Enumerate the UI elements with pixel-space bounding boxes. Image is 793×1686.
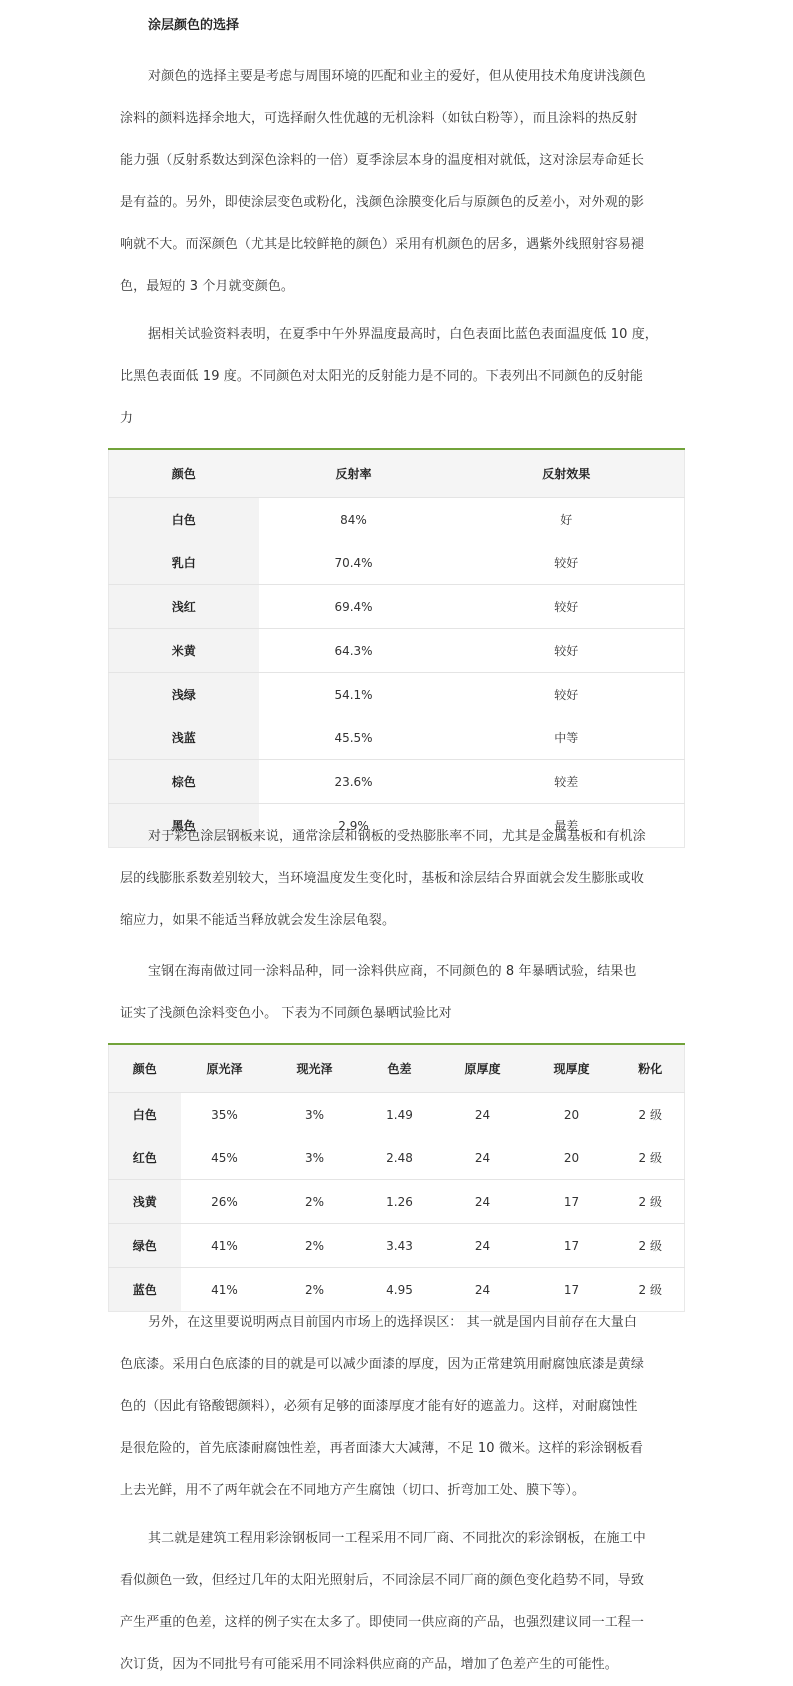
table-row <box>109 498 685 542</box>
column-header: 现厚度 <box>527 1044 617 1093</box>
table-cell: 3% <box>304 1107 325 1122</box>
table-cell: 2.9% <box>259 804 449 848</box>
column-header: 原厚度 <box>439 1044 527 1093</box>
column-header: 反射率 <box>259 449 449 498</box>
text-line: 次订货，因为不同批号有可能采用不同涂料供应商的产品，增加了色差产生的可能性。 <box>120 1657 618 1672</box>
table-cell: 黑色 <box>109 804 259 848</box>
table-cell: 4.95 <box>361 1268 439 1312</box>
text-line: 响就不大。而深颜色（尤其是比较鲜艳的颜色）采用有机颜色的居多，遇紫外线照射容易褪 <box>120 237 645 252</box>
table-cell: 24 <box>474 1150 491 1165</box>
table-cell: 24 <box>439 1224 527 1268</box>
paragraph-color-selection <box>120 56 685 308</box>
text-line: 另外，在这里要说明两点目前国内市场上的选择误区： 其一就是国内目前存在大量白 <box>148 1315 637 1330</box>
table-cell: 2 级 <box>638 1108 662 1122</box>
table-cell: 24 <box>439 1180 527 1224</box>
text-line: 据相关试验资料表明，在夏季中午外界温度最高时，白色表面比蓝色表面温度低 10 度， <box>148 327 658 342</box>
table-cell: 蓝色 <box>109 1268 181 1312</box>
table-cell: 乳白 <box>109 541 259 585</box>
paragraph-baosteel-test <box>120 951 685 1035</box>
table-cell: 41% <box>181 1268 269 1312</box>
table-row <box>109 585 685 629</box>
table-cell: 41% <box>181 1224 269 1268</box>
table-cell: 20 <box>563 1150 580 1165</box>
table-row <box>109 673 685 717</box>
table-header-row <box>109 1044 685 1093</box>
text-line: 上去光鲜，用不了两年就会在不同地方产生腐蚀（切口、折弯加工处、膜下等）。 <box>120 1483 586 1498</box>
table-cell: 2 级 <box>617 1224 685 1268</box>
table-cell: 1.49 <box>386 1107 413 1122</box>
table-cell: 45.5% <box>334 730 373 745</box>
text-line: 能力强（反射系数达到深色涂料的一倍）夏季涂层本身的温度相对就低，这对涂层寿命延长 <box>120 153 645 168</box>
table-cell: 2% <box>269 1268 361 1312</box>
table-cell: 较好 <box>449 585 685 629</box>
table-cell: 棕色 <box>109 760 259 804</box>
table-cell: 84% <box>340 512 367 527</box>
table-cell: 好 <box>560 513 573 527</box>
table-cell: 2 级 <box>617 1180 685 1224</box>
table-cell: 较好 <box>554 556 579 570</box>
table-row <box>109 1224 685 1268</box>
table-cell: 69.4% <box>259 585 449 629</box>
table-cell: 23.6% <box>259 760 449 804</box>
table-row <box>109 629 685 673</box>
text-line: 对于彩色涂层钢板来说，通常涂层和钢板的受热膨胀率不同，尤其是金属基板和有机涂 <box>148 829 646 844</box>
table-cell: 绿色 <box>109 1224 181 1268</box>
table-cell: 2.48 <box>386 1150 413 1165</box>
text-line: 是很危险的，首先底漆耐腐蚀性差，再者面漆大大减薄，不足 10 微米。这样的彩涂钢板看 <box>120 1441 644 1456</box>
text-line: 色底漆。采用白色底漆的目的就是可以减少面漆的厚度，因为正常建筑用耐腐蚀底漆是黄绿 <box>120 1357 645 1372</box>
table-cell: 17 <box>527 1268 617 1312</box>
column-header: 现光泽 <box>269 1044 361 1093</box>
table-cell: 26% <box>181 1180 269 1224</box>
table-cell: 1.26 <box>361 1180 439 1224</box>
text-line: 其二就是建筑工程用彩涂钢板同一工程采用不同厂商、不同批次的彩涂钢板，在施工中 <box>148 1531 646 1546</box>
text-line: 层的线膨胀系数差别较大，当环境温度发生变化时，基板和涂层结合界面就会发生膨胀或收 <box>120 871 645 886</box>
reflectance-table <box>108 448 685 848</box>
table-cell: 2 级 <box>638 1151 662 1165</box>
table-cell: 2% <box>269 1180 361 1224</box>
table-cell: 较好 <box>449 629 685 673</box>
text-line: 力 <box>120 411 134 426</box>
table-cell: 70.4% <box>334 555 373 570</box>
paragraph-misconception-one <box>120 1302 685 1512</box>
table-cell: 64.3% <box>259 629 449 673</box>
table-row <box>109 1180 685 1224</box>
table-cell: 较好 <box>449 673 685 717</box>
table-row <box>109 760 685 804</box>
table-cell: 20 <box>563 1107 580 1122</box>
text-line: 证实了浅颜色涂料变色小。 下表为不同颜色暴晒试验比对 <box>120 1006 452 1021</box>
table-cell: 浅绿 <box>109 673 259 717</box>
column-header: 色差 <box>361 1044 439 1093</box>
table-cell: 白色 <box>109 498 259 542</box>
table-cell: 米黄 <box>109 629 259 673</box>
table-cell: 17 <box>527 1224 617 1268</box>
column-header: 粉化 <box>617 1044 685 1093</box>
table-cell: 35% <box>211 1107 238 1122</box>
text-line: 是有益的。另外，即使涂层变色或粉化，浅颜色涂膜变化后与原颜色的反差小，对外观的影 <box>120 195 645 210</box>
table-cell: 17 <box>527 1180 617 1224</box>
text-line: 产生严重的色差，这样的例子实在太多了。即使同一供应商的产品，也强烈建议同一工程一 <box>120 1615 645 1630</box>
table-cell: 2% <box>269 1224 361 1268</box>
table-cell: 3.43 <box>361 1224 439 1268</box>
column-header: 反射效果 <box>449 449 685 498</box>
table-cell: 中等 <box>554 731 579 745</box>
paragraph-misconception-two <box>120 1518 685 1686</box>
text-line: 色，最短的 3 个月就变颜色。 <box>120 279 295 294</box>
column-header: 原光泽 <box>181 1044 269 1093</box>
column-header: 颜色 <box>109 449 259 498</box>
table-cell: 较差 <box>449 760 685 804</box>
text-line: 看似颜色一致，但经过几年的太阳光照射后，不同涂层不同厂商的颜色变化趋势不同，导致 <box>120 1573 645 1588</box>
text-line: 对颜色的选择主要是考虑与周围环境的匹配和业主的爱好，但从使用技术角度讲浅颜色 <box>148 69 646 84</box>
table-cell: 24 <box>439 1268 527 1312</box>
table-row <box>109 716 685 760</box>
paragraph-thermal-expansion <box>120 816 685 942</box>
table-row <box>109 1093 685 1137</box>
table-cell: 白色 <box>109 1093 181 1137</box>
paragraph-test-data <box>120 314 685 440</box>
exposure-test-table <box>108 1043 685 1312</box>
table-cell: 54.1% <box>259 673 449 717</box>
table-cell: 浅红 <box>109 585 259 629</box>
text-line: 缩应力，如果不能适当释放就会发生涂层龟裂。 <box>120 913 396 928</box>
table-cell: 浅蓝 <box>109 716 259 760</box>
column-header: 颜色 <box>109 1044 181 1093</box>
text-line: 宝钢在海南做过同一涂料品种，同一涂料供应商，不同颜色的 8 年暴晒试验，结果也 <box>148 964 637 979</box>
section-title: 涂层颜色的选择 <box>148 18 240 33</box>
table-cell: 浅黄 <box>109 1180 181 1224</box>
table-header-row <box>109 449 685 498</box>
table-cell: 2 级 <box>617 1268 685 1312</box>
table-cell: 45% <box>211 1150 238 1165</box>
text-line: 色的（因此有铬酸锶颜料），必须有足够的面漆厚度才能有好的遮盖力。这样，对耐腐蚀性 <box>120 1399 638 1414</box>
table-cell: 红色 <box>109 1136 181 1180</box>
table-cell: 3% <box>304 1150 325 1165</box>
table-row <box>109 541 685 585</box>
table-cell: 24 <box>474 1107 491 1122</box>
text-line: 涂料的颜料选择余地大，可选择耐久性优越的无机涂料（如钛白粉等），而且涂料的热反射 <box>120 111 638 126</box>
table-cell: 最差 <box>449 804 685 848</box>
table-row <box>109 1136 685 1180</box>
text-line: 比黑色表面低 19 度。不同颜色对太阳光的反射能力是不同的。下表列出不同颜色的反射能 <box>120 369 644 384</box>
